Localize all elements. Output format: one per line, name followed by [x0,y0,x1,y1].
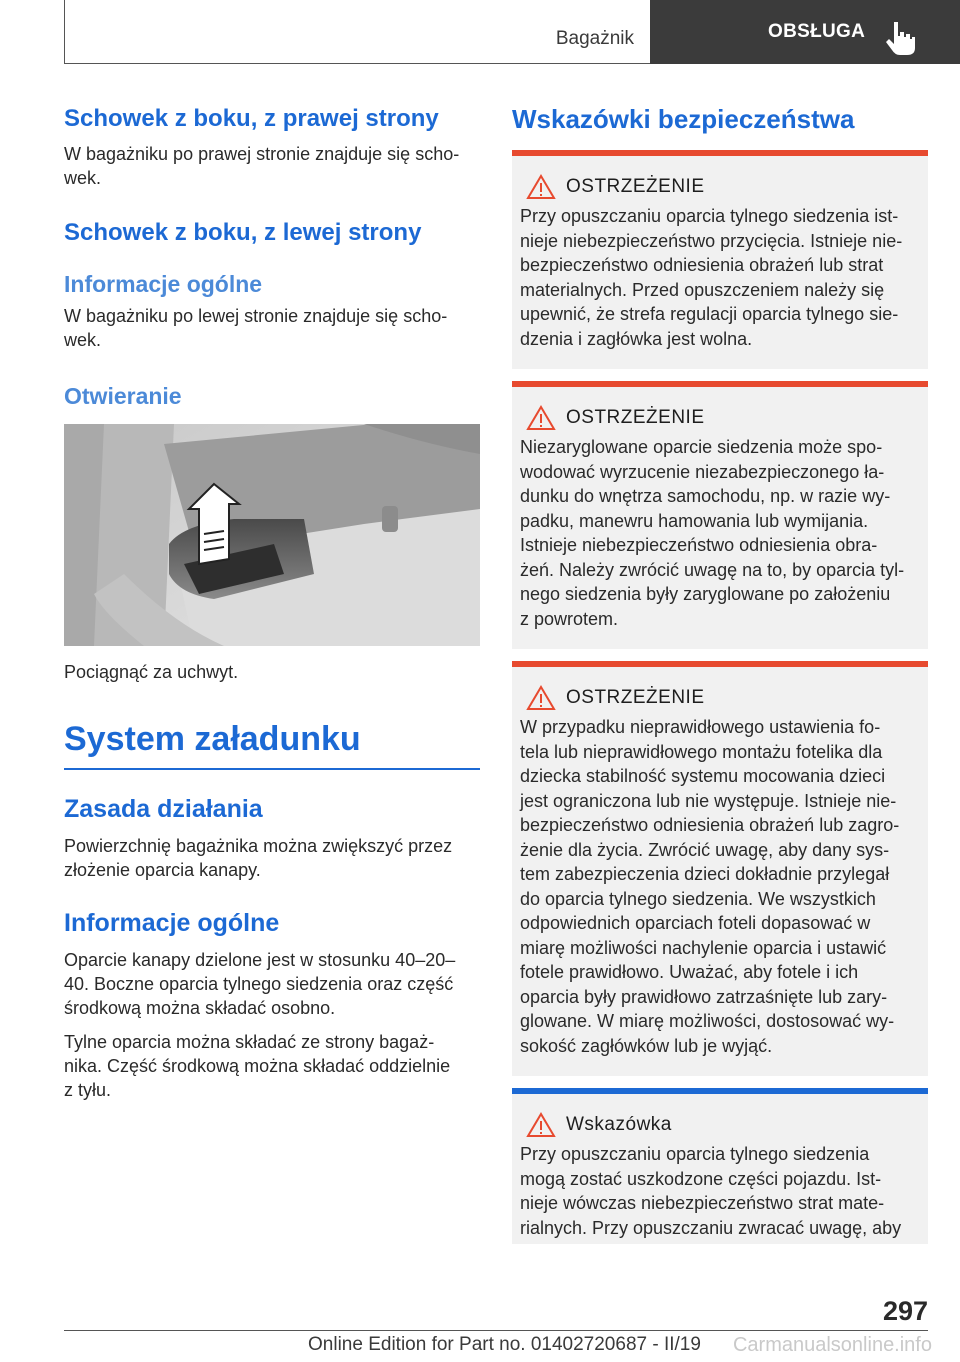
warning-text [520,715,920,1058]
text-line: nieje niebezpieczeństwo przycięcia. Istnieje nie- [520,230,903,251]
warning-header [520,685,920,711]
text-line: oparcia były prawidłowo zatrzaśnięte lub zary- [520,986,888,1007]
text-line: W przypadku nieprawidłowego ustawienia fo- [520,717,881,737]
text-line: sokość zagłówków lub je wyjąć. [520,1035,773,1056]
heading-general-info-2: Informacje ogólne [64,908,280,937]
text-line: mogą zostać uszkodzone części pojazdu. Ist- [520,1168,882,1189]
text-line: padku, manewru hamowania lub wymijania. [520,510,869,531]
text-line: nika. Część środkową można składać oddzielnie [64,1055,451,1076]
header-border-bottom [64,63,650,64]
text-line: złożenie oparcia kanapy. [64,859,261,880]
heading-principle: Zasada działania [64,794,263,823]
text-line: nego siedzenia były zaryglowane po założeniu [520,584,891,604]
left-column [64,98,480,1102]
paragraph-folding [64,1030,480,1102]
text-line: wodować wyrzucenie niezabezpieczonego ła- [520,461,885,482]
warning-header [520,405,920,431]
hand-pointer-icon [880,18,920,58]
text-line: miarę możliwości nachylenie oparcia i ustawić [520,937,887,958]
text-line: Przy opuszczaniu oparcia tylnego siedzenia ist- [520,206,899,226]
text-line: materialnych. Przed opuszczeniem należy się [520,279,885,300]
heading-right-storage: Schowek z boku, z prawej strony [64,105,439,132]
footer-rule [64,1330,928,1331]
heading-loading-system: System załadunku [64,720,361,758]
warning-text [520,435,920,631]
text-line: Przy opuszczaniu oparcia tylnego siedzenia [520,1144,870,1164]
heading-rule [64,768,480,770]
text-line: odpowiednich oparciach foteli dopasować w [520,913,871,933]
footer-edition: Online Edition for Part no. 01402720687 - II/19 [308,1334,701,1355]
text-line: W bagażniku po prawej stronie znajduje się scho- [64,144,460,164]
header-border-left [64,0,65,64]
trunk-storage-illustration [64,424,480,646]
text-line: Powierzchnię bagażnika można zwiększyć przez [64,835,453,856]
warning-triangle-icon [526,1112,556,1138]
chapter-tab-label: OBSŁUGA [768,21,866,42]
heading-opening: Otwieranie [64,383,182,409]
section-title: Bagażnik [555,28,634,49]
paragraph-right-storage [64,142,480,190]
text-line: Tylne oparcia można składać ze strony bagaż- [64,1031,435,1052]
text-line: z tyłu. [64,1079,112,1100]
text-line: środkową można składać osobno. [64,997,336,1018]
warning-triangle-icon [526,405,556,431]
note-header [520,1112,920,1138]
text-line: fotele prawidłowo. Uważać, aby fotele i ich [520,962,859,982]
warning-title: OSTRZEŻENIE [566,407,705,428]
text-line: 40. Boczne oparcia tylnego siedzenia oraz część [64,973,454,994]
text-line: Istnieje niebezpieczeństwo odniesienia obra- [520,535,878,555]
text-line: żenie dla życia. Zwrócić uwagę, aby dany sys- [520,839,890,860]
text-line: tem zabezpieczenia dzieci dokładnie przylegał [520,864,890,884]
warning-box-3 [512,661,928,1076]
text-line: bezpieczeństwo odniesienia obrażeń lub zagro- [520,815,900,835]
warning-text [520,204,920,351]
trunk-storage-photo [64,424,480,646]
text-line: glowane. W miarę możliwości, dostosować wy- [520,1011,895,1031]
text-line: W bagażniku po lewej stronie znajduje się scho- [64,306,448,326]
text-line: żeń. Należy zwrócić uwagę na to, by oparcia tyl- [520,559,905,580]
text-line: z powrotem. [520,608,619,629]
text-line: do oparcia tylnego siedzenia. We wszystkich [520,888,876,909]
text-line: tela lub nieprawidłowego montażu fotelika dla [520,741,883,762]
text-line: rialnych. Przy opuszczaniu zwracać uwagę, aby [520,1217,902,1238]
text-line: Oparcie kanapy dzielone jest w stosunku 40–20– [64,949,456,970]
paragraph-split-ratio [64,948,480,1020]
text-line: Niezaryglowane oparcie siedzenia może spo- [520,437,883,457]
paragraph-left-storage [64,304,480,352]
note-box [512,1088,928,1244]
text-line: wek. [64,330,102,350]
warning-triangle-icon [526,174,556,200]
warning-title: OSTRZEŻENIE [566,687,705,708]
text-line: jest ograniczona lub nie występuje. Istnieje nie- [520,790,897,811]
note-title: Wskazówka [566,1114,672,1135]
warning-box-2 [512,381,928,649]
warning-title: OSTRZEŻENIE [566,176,705,197]
heading-safety-notes: Wskazówki bezpieczeństwa [512,104,855,134]
heading-general-info-1: Informacje ogólne [64,271,263,297]
warning-triangle-icon [526,685,556,711]
paragraph-principle [64,834,480,882]
heading-left-storage: Schowek z boku, z lewej strony [64,219,422,246]
text-line: wek. [64,168,102,188]
text-line: nieje wówczas niebezpieczeństwo strat mate- [520,1193,885,1213]
text-line: dzenia i zagłówka jest wolna. [520,328,753,349]
photo-caption: Pociągnąć za uchwyt. [64,662,239,682]
text-line: dunku do wnętrza samochodu, np. w razie wy- [520,486,891,506]
warning-header [520,174,920,200]
right-column [512,98,928,1244]
note-text [520,1142,920,1240]
text-line: bezpieczeństwo odniesienia obrażeń lub strat [520,255,884,275]
warning-box-1 [512,150,928,369]
page-number: 297 [882,1296,928,1326]
text-line: dziecka stabilność systemu mocowania dzieci [520,766,886,786]
text-line: upewnić, że strefa regulacji oparcia tylnego sie- [520,304,899,324]
watermark: Carmanualsonline.info [732,1334,932,1356]
